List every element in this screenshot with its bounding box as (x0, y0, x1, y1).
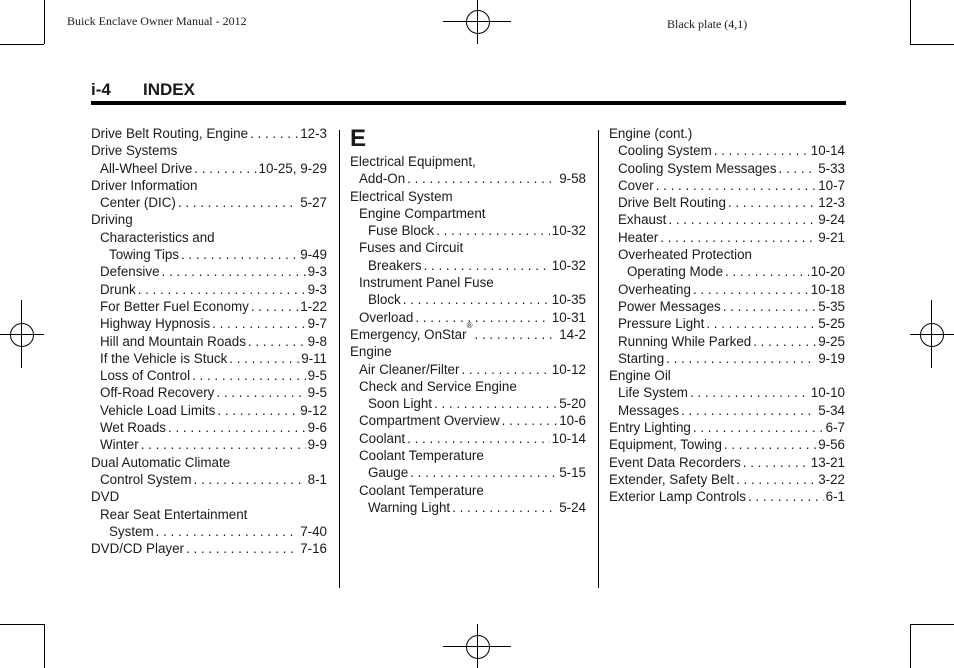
index-entry-text: Rear Seat Entertainment (100, 506, 248, 522)
dot-leader (156, 523, 299, 540)
index-entry-page: 9-5 (307, 368, 327, 384)
index-entry-text: Fuse Block (368, 223, 435, 239)
index-entry (91, 471, 327, 488)
index-entry (91, 488, 327, 505)
index-entry-page: 12-3 (818, 195, 845, 211)
dot-leader (706, 315, 816, 332)
index-entry (350, 291, 586, 308)
index-entry (91, 263, 327, 280)
crop-mark (910, 624, 911, 668)
index-entry-page: 10-20 (810, 264, 845, 280)
index-entry-text: Overload (359, 309, 414, 325)
dot-leader (743, 454, 809, 471)
index-entry-page: 10-18 (810, 281, 845, 297)
index-entry-page: 3-22 (818, 471, 845, 487)
index-entry (91, 160, 327, 177)
index-entry-page: 9-12 (300, 402, 327, 418)
index-entry-page: 5-15 (559, 465, 586, 481)
dot-leader (410, 464, 557, 481)
index-entry (350, 447, 586, 464)
index-entry-text: Starting (618, 350, 665, 366)
index-entry-page: 10-7 (818, 177, 845, 193)
dot-leader (141, 436, 306, 453)
dot-leader (251, 298, 298, 315)
index-entry-page: 9-24 (818, 212, 845, 228)
crop-mark (910, 624, 954, 625)
index-entry-page: 9-6 (307, 420, 327, 436)
index-entry-page: 9-11 (301, 350, 327, 366)
title-rule (91, 101, 846, 105)
section-title: INDEX (143, 80, 195, 99)
dot-leader (502, 412, 558, 429)
index-entry-text: Compartment Overview (359, 413, 500, 429)
dot-leader (186, 540, 298, 557)
dot-leader (681, 402, 816, 419)
index-entry-page: 1-22 (300, 298, 327, 314)
index-entry (350, 464, 586, 481)
index-entry (91, 540, 327, 557)
index-entry (91, 229, 327, 246)
index-entry-page: 9-49 (300, 247, 327, 263)
index-entry-text: Off-Road Recovery (100, 385, 215, 401)
index-entry (609, 263, 845, 280)
index-entry-text: Equipment, Towing (609, 437, 722, 453)
index-entry (350, 222, 586, 239)
column-divider (598, 130, 599, 588)
index-entry-page: 6-1 (825, 489, 845, 505)
index-entry-text: Cooling System Messages (618, 160, 777, 176)
index-entry (609, 419, 845, 436)
index-entry (609, 211, 845, 228)
index-entry-page: 9-19 (818, 350, 845, 366)
index-entry-page: 9-7 (307, 316, 327, 332)
index-entry (350, 343, 586, 360)
index-entry-text: Soon Light (368, 396, 433, 412)
index-entry-page: 10-32 (551, 223, 586, 239)
index-entry-page: 5-25 (818, 316, 845, 332)
index-entry (91, 142, 327, 159)
index-entry-text: Dual Automatic Climate (91, 454, 231, 470)
index-entry-text: Electrical Equipment, (350, 154, 476, 169)
index-entry-text: Winter (100, 437, 139, 453)
index-entry-page: 9-9 (307, 437, 327, 453)
index-entry (609, 281, 845, 298)
page-title (91, 80, 195, 100)
index-entry-text: Vehicle Load Limits (100, 402, 216, 418)
index-entry-text: Center (DIC) (100, 195, 176, 211)
index-entry (91, 281, 327, 298)
index-entry-text: Cooling System (618, 143, 712, 159)
index-entry (609, 177, 845, 194)
index-entry-text: Fuses and Circuit (359, 240, 464, 256)
index-entry-page: 13-21 (810, 454, 845, 470)
index-entry-page: 7-40 (300, 523, 327, 539)
index-entry-text: Electrical System (350, 188, 453, 204)
index-entry-page: 5-34 (818, 402, 845, 418)
index-entry (609, 160, 845, 177)
index-entry-text: Overheating (618, 281, 691, 297)
index-entry-text: Driver Information (91, 177, 198, 193)
registered-mark: ® (466, 320, 473, 330)
index-entry (350, 188, 586, 205)
index-entry-page: 7-16 (300, 541, 327, 557)
dot-leader (178, 194, 298, 211)
index-entry-text: Towing Tips (109, 247, 179, 263)
print-header-plate: Black plate (4,1) (667, 17, 748, 31)
index-entry-text: Messages (618, 402, 680, 418)
index-entry (91, 384, 327, 401)
index-entry-page: 14-2 (559, 326, 586, 342)
index-entry-text: Drive Belt Routing, Engine (91, 126, 249, 141)
index-entry (91, 194, 327, 211)
index-entry-text: Engine (cont.) (609, 126, 693, 141)
index-entry (350, 361, 586, 378)
index-entry-page: 6-7 (825, 420, 845, 436)
index-entry-page: 9-5 (307, 385, 327, 401)
dot-leader (415, 309, 549, 326)
dot-leader (138, 281, 306, 298)
index-entry (91, 350, 327, 367)
index-entry-text: Drunk (100, 281, 136, 297)
index-entry-page: 10-35 (551, 292, 586, 308)
page-number: i-4 (91, 80, 111, 99)
index-entry (350, 274, 586, 291)
index-entry-text: DVD (91, 489, 120, 505)
index-entry-text: Running While Parked (618, 333, 752, 349)
index-entry-page: 9-8 (307, 333, 327, 349)
index-entry-page: 9-3 (307, 264, 327, 280)
index-entry-text: Gauge (368, 465, 409, 481)
dot-leader (666, 350, 816, 367)
index-entry (609, 315, 845, 332)
index-entry (609, 488, 845, 505)
print-header-title: Buick Enclave Owner Manual - 2012 (67, 14, 247, 28)
index-entry (91, 333, 327, 350)
index-entry (350, 482, 586, 499)
index-entry (609, 454, 845, 471)
index-entry-text: Instrument Panel Fuse (359, 275, 494, 291)
index-entry (350, 257, 586, 274)
index-entry (609, 384, 845, 401)
index-entry (91, 454, 327, 471)
dot-leader (693, 419, 824, 436)
index-entry-text: Check and Service Engine (359, 378, 517, 394)
index-entry-text: Engine (350, 344, 392, 360)
index-entry-text: Control System (100, 471, 192, 487)
index-entry (91, 506, 327, 523)
index-entry (350, 320, 586, 343)
index-column-2 (350, 125, 586, 516)
index-entry-text: Heater (618, 229, 659, 245)
index-entry-text: Loss of Control (100, 368, 191, 384)
index-entry (609, 471, 845, 488)
dot-leader (668, 211, 816, 228)
dot-leader (724, 436, 816, 453)
dot-leader (660, 229, 816, 246)
dot-leader (424, 257, 550, 274)
dot-leader (194, 471, 306, 488)
index-entry-text: If the Vehicle is Stuck (100, 350, 228, 366)
index-entry-text: System (109, 523, 154, 539)
dot-leader (436, 222, 550, 239)
index-entry-text: For Better Fuel Economy (100, 298, 249, 314)
index-entry (350, 395, 586, 412)
dot-leader (212, 315, 305, 332)
index-entry-text: DVD/CD Player (91, 541, 185, 557)
index-entry-text: Exhaust (618, 212, 667, 228)
index-entry-text: Engine Oil (609, 368, 671, 384)
index-entry-page: 12-3 (300, 126, 327, 141)
index-entry (609, 125, 845, 142)
index-entry-text: Drive Belt Routing (618, 195, 726, 211)
index-entry-text: Wet Roads (100, 420, 166, 436)
dot-leader (723, 298, 816, 315)
index-entry-page: 9-58 (559, 171, 586, 187)
index-entry-page: 9-56 (818, 437, 845, 453)
dot-leader (690, 384, 809, 401)
dot-leader (714, 142, 809, 159)
crop-mark (0, 624, 44, 625)
dot-leader (693, 281, 809, 298)
index-entry-text: Emergency, OnStar (350, 326, 467, 342)
index-entry-text: Entry Lighting (609, 420, 691, 436)
index-entry-page: 10-31 (551, 309, 586, 325)
index-entry (609, 350, 845, 367)
index-entry-text: Engine Compartment (359, 205, 486, 221)
dot-leader (753, 333, 816, 350)
dot-leader (229, 350, 299, 367)
index-entry-text: Characteristics and (100, 229, 215, 245)
dot-leader (779, 160, 817, 177)
dot-leader (475, 326, 558, 343)
dot-leader (250, 125, 298, 142)
index-entry-text: Exterior Lamp Controls (609, 489, 746, 505)
dot-leader (181, 246, 298, 263)
index-entry-page: 10-14 (810, 143, 845, 159)
index-entry (350, 430, 586, 447)
index-entry-page: 10-14 (551, 430, 586, 446)
index-column-3 (609, 125, 845, 506)
index-entry-text: Life System (618, 385, 688, 401)
index-entry (350, 499, 586, 516)
index-entry-text: Breakers (368, 257, 422, 273)
dot-leader (452, 499, 557, 516)
index-entry-page: 10-25, 9-29 (258, 160, 327, 176)
index-entry-text: Overheated Protection (618, 247, 752, 263)
index-entry-text: Event Data Recorders (609, 454, 741, 470)
index-entry-page: 9-3 (307, 281, 327, 297)
dot-leader (248, 333, 306, 350)
dot-leader (461, 361, 549, 378)
index-entry (91, 523, 327, 540)
index-entry-text: Warning Light (368, 499, 451, 515)
index-letter-heading: E (350, 125, 367, 152)
index-entry-page: 8-1 (307, 471, 327, 487)
index-entry (91, 402, 327, 419)
index-entry-text: Coolant (359, 430, 406, 446)
column-divider (339, 130, 340, 588)
index-entry-page: 10-10 (810, 385, 845, 401)
crop-mark (44, 0, 45, 44)
index-entry-page: 10-12 (551, 361, 586, 377)
dot-leader (736, 471, 816, 488)
index-column-1 (91, 125, 327, 557)
index-entry-page: 10-32 (551, 257, 586, 273)
crop-mark (910, 44, 954, 45)
index-entry (91, 315, 327, 332)
dot-leader (748, 488, 824, 505)
index-entry (609, 402, 845, 419)
dot-leader (217, 402, 298, 419)
index-entry (350, 170, 586, 187)
index-entry (609, 298, 845, 315)
index-entry-text: Hill and Mountain Roads (100, 333, 246, 349)
index-entry-text: Cover (618, 177, 654, 193)
dot-leader (656, 177, 816, 194)
index-entry-page: 9-25 (818, 333, 845, 349)
index-entry-page: 10-6 (559, 413, 586, 429)
dot-leader (725, 263, 809, 280)
index-entry-text: Power Messages (618, 298, 721, 314)
index-entry-page: 5-33 (818, 160, 845, 176)
index-entry-text: Block (368, 292, 401, 308)
index-entry (350, 378, 586, 395)
index-entry (91, 419, 327, 436)
crop-mark (44, 624, 45, 668)
dot-leader (168, 419, 306, 436)
index-entry (609, 194, 845, 211)
index-entry-text: Coolant Temperature (359, 448, 484, 464)
index-entry (91, 436, 327, 453)
index-entry (609, 367, 845, 384)
dot-leader (403, 291, 550, 308)
index-entry (609, 436, 845, 453)
index-entry-text: Driving (91, 212, 133, 228)
dot-leader (728, 194, 816, 211)
index-entry-text: Coolant Temperature (359, 482, 484, 498)
crop-mark (910, 0, 911, 44)
index-entry (350, 205, 586, 222)
index-entry (91, 246, 327, 263)
dot-leader (216, 384, 305, 401)
index-entry (91, 367, 327, 384)
dot-leader (192, 367, 306, 384)
index-entry-text: Drive Systems (91, 143, 178, 159)
index-entry-text: Highway Hypnosis (100, 316, 211, 332)
dot-leader (407, 170, 557, 187)
index-entry (609, 229, 845, 246)
index-entry-text: Extender, Safety Belt (609, 471, 735, 487)
index-entry (609, 142, 845, 159)
index-entry (91, 125, 327, 142)
index-entry-page: 5-35 (818, 298, 845, 314)
index-entry (609, 333, 845, 350)
index-entry-text: All-Wheel Drive (100, 160, 193, 176)
dot-leader (434, 395, 557, 412)
index-entry-text: Air Cleaner/Filter (359, 361, 460, 377)
index-entry-page: 5-20 (559, 396, 586, 412)
index-entry-text: Defensive (100, 264, 160, 280)
dot-leader (194, 160, 256, 177)
index-entry (91, 298, 327, 315)
index-entry-text: Operating Mode (627, 264, 724, 280)
index-entry-page: 9-21 (818, 229, 845, 245)
index-entry (350, 153, 586, 170)
dot-leader (407, 430, 550, 447)
crop-mark (0, 44, 44, 45)
index-entry-page: 5-27 (300, 195, 327, 211)
index-entry (609, 246, 845, 263)
index-entry (91, 177, 327, 194)
index-entry-text: Pressure Light (618, 316, 705, 332)
index-entry-page: 5-24 (559, 499, 586, 515)
index-entry (350, 239, 586, 256)
index-entry (350, 412, 586, 429)
index-entry-text: Add-On (359, 171, 406, 187)
index-entry (91, 211, 327, 228)
dot-leader (162, 263, 306, 280)
